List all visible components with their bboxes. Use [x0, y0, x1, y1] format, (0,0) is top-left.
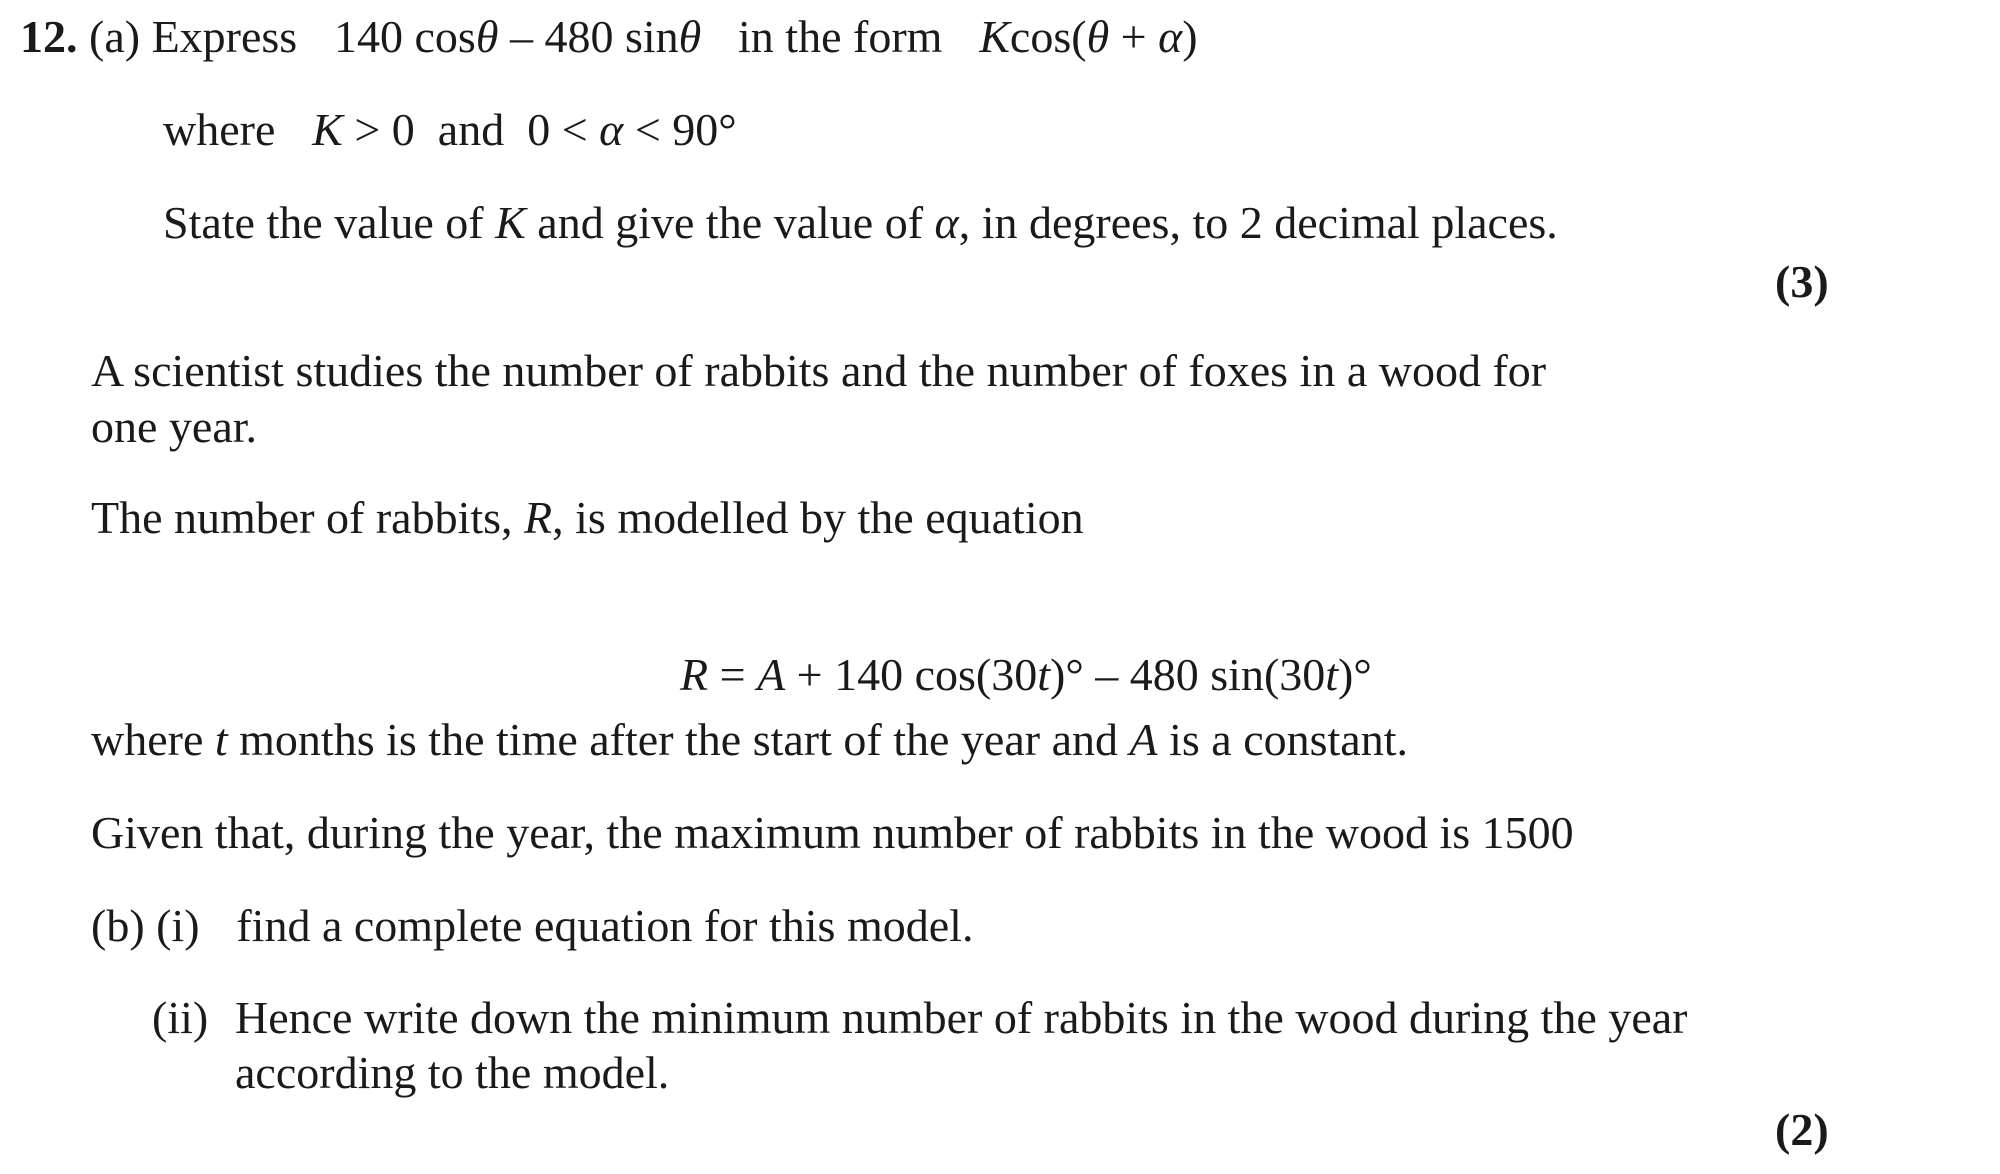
marks-part-a: (3)	[1775, 256, 1829, 307]
part-b-ii-label: (ii)	[152, 992, 209, 1043]
math-R: R	[680, 649, 709, 700]
math-sin: sin	[624, 11, 679, 62]
text-state-value: State the value of	[163, 197, 484, 248]
given-line: Given that, during the year, the maximum number of rabbits in the wood is 1500	[91, 807, 1574, 858]
text-decimal-places: , in degrees, to 2 decimal places.	[958, 197, 1558, 248]
text-where: where	[91, 714, 204, 765]
text-modelled-by: , is modelled by the equation	[552, 492, 1084, 543]
math-t: t	[1325, 649, 1339, 700]
intro-line-2: one year.	[91, 401, 258, 452]
part-b-i-line	[91, 900, 974, 951]
where-t-line	[91, 714, 1409, 765]
text-where: where	[163, 104, 276, 155]
text-months-is-time: months is the time after the start of the year and	[239, 714, 1118, 765]
math-plus: +	[1120, 11, 1147, 62]
math-cos: cos	[414, 11, 476, 62]
part-b-i-label: (i)	[156, 900, 200, 951]
math-alpha: α	[599, 104, 624, 155]
part-a-label: (a)	[89, 11, 141, 62]
math-K: K	[495, 197, 526, 248]
math-t: t	[214, 714, 228, 765]
math-t: t	[1037, 649, 1051, 700]
math-cos-term: + 140 cos(30	[785, 649, 1038, 700]
math-degree-close: )°	[1338, 649, 1372, 700]
math-K: K	[312, 104, 343, 155]
math-K: K	[979, 11, 1010, 62]
math-A: A	[757, 649, 786, 700]
text-in-the-form: in the form	[738, 11, 943, 62]
math-140: 140	[334, 11, 403, 62]
math-480: 480	[544, 11, 614, 62]
math-conditions: > 0 and 0 <	[354, 104, 588, 155]
part-b-label: (b)	[91, 900, 145, 951]
math-theta: θ	[678, 11, 702, 62]
math-theta: θ	[1086, 11, 1110, 62]
math-equals: =	[708, 649, 758, 700]
part-b-ii-text-line-1: Hence write down the minimum number of rabbits in the wood during the year	[235, 992, 1688, 1043]
math-theta: θ	[475, 11, 499, 62]
text-is-constant: is a constant.	[1169, 714, 1409, 765]
question-number: 12.	[20, 11, 78, 62]
math-alpha: α	[1158, 11, 1183, 62]
text-number-of-rabbits: The number of rabbits,	[91, 492, 513, 543]
marks-part-b: (2)	[1775, 1104, 1829, 1155]
math-sin-term: )° – 480 sin(30	[1050, 649, 1326, 700]
text-give-value: and give the value of	[537, 197, 924, 248]
math-cos-open: cos(	[1009, 11, 1087, 62]
question-a-line-1	[20, 11, 1198, 62]
question-a-line-2	[163, 104, 737, 155]
math-lt90: < 90°	[634, 104, 737, 155]
math-close: )	[1182, 11, 1198, 62]
math-alpha: α	[934, 197, 959, 248]
intro-rabbits-line	[91, 492, 1084, 543]
part-b-i-text: find a complete equation for this model.	[236, 900, 974, 951]
question-a-line-3	[163, 197, 1558, 248]
math-R: R	[524, 492, 553, 543]
math-minus: –	[509, 11, 533, 62]
math-A: A	[1129, 714, 1158, 765]
text-express: Express	[151, 11, 298, 62]
intro-line-1: A scientist studies the number of rabbits and the number of foxes in a wood for	[91, 345, 1547, 396]
part-b-ii-text-line-2: according to the model.	[235, 1047, 670, 1098]
model-equation	[657, 606, 1372, 698]
